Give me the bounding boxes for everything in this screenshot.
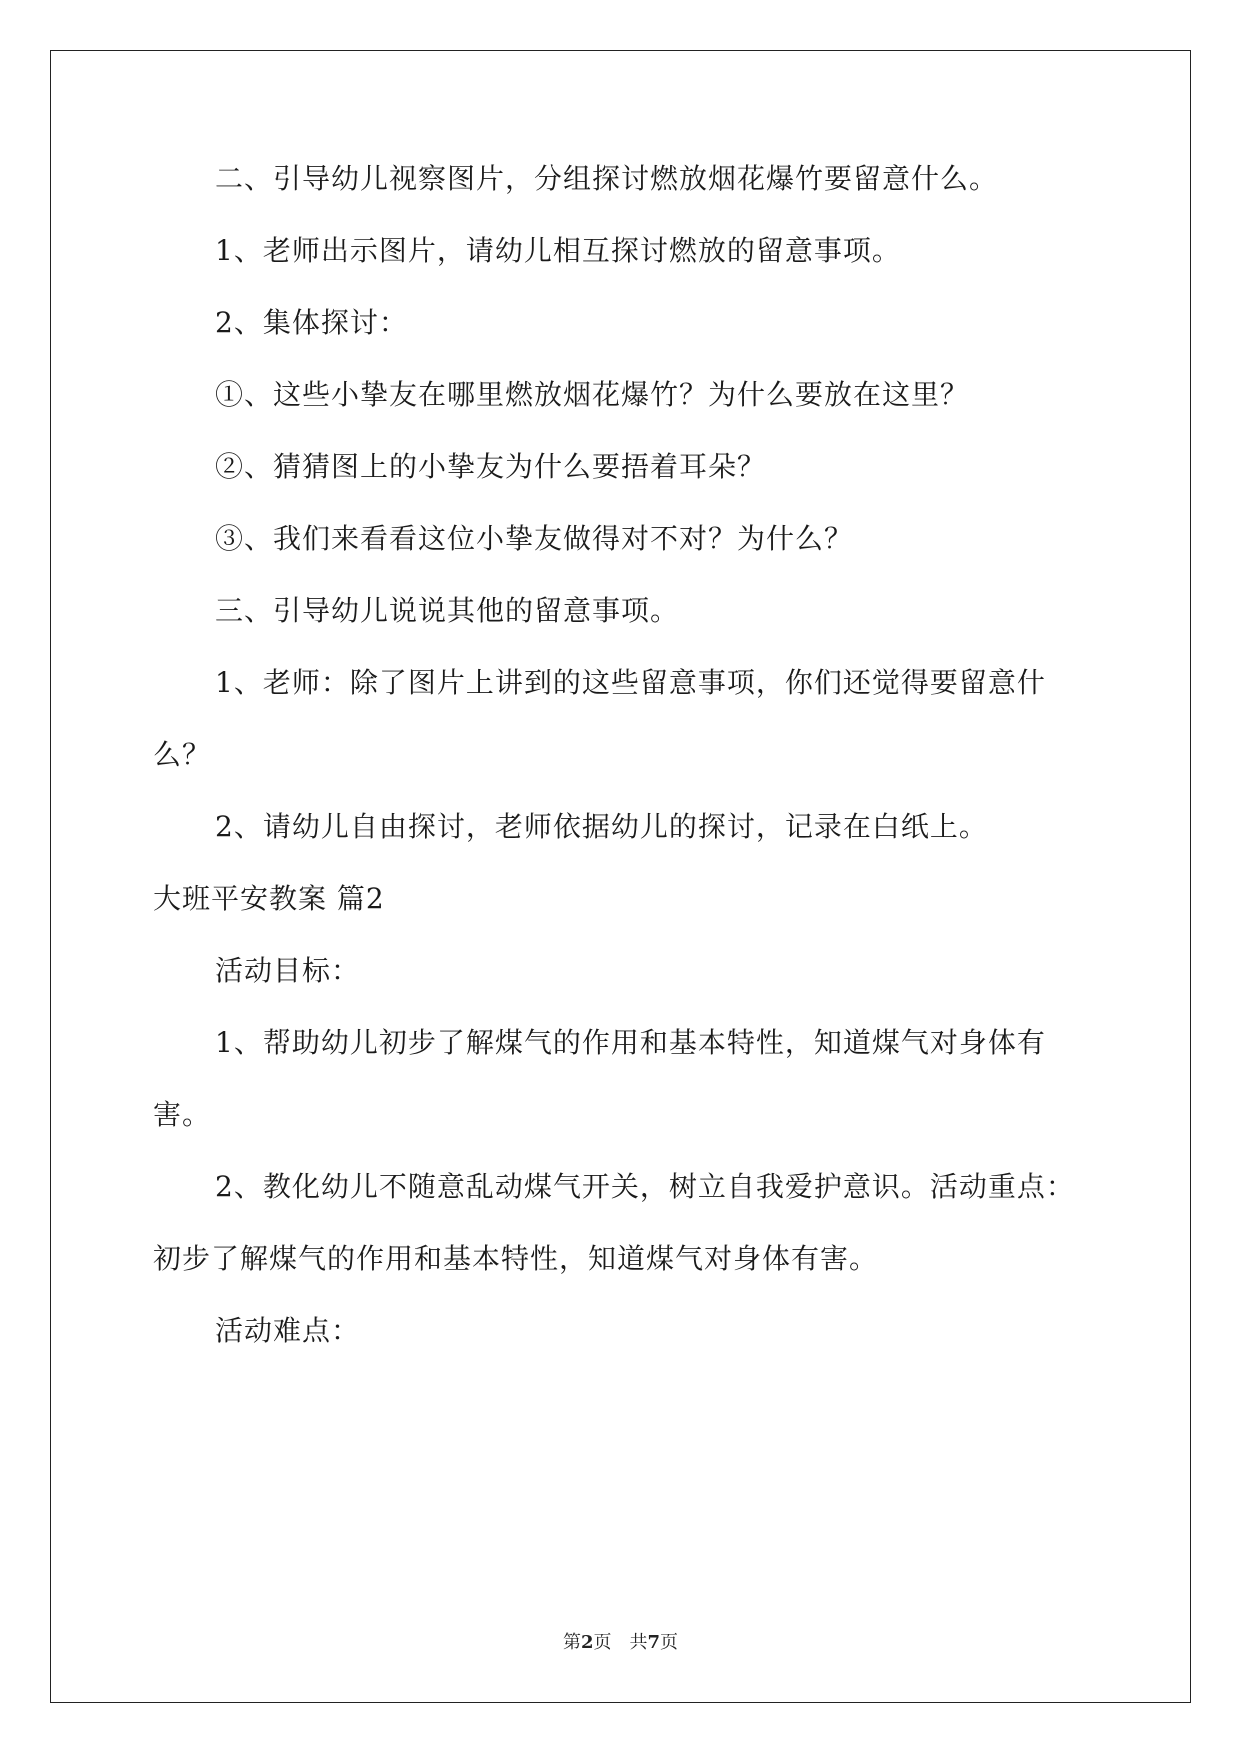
- paragraph-line: ②、猜猜图上的小挚友为什么要捂着耳朵？: [215, 450, 767, 483]
- paragraph-line: 1、帮助幼儿初步了解煤气的作用和基本特性，知道煤气对身体有: [215, 1026, 1046, 1059]
- page-current: 2: [580, 1632, 594, 1653]
- page-suffix: 页: [593, 1632, 612, 1653]
- paragraph-line: 二、引导幼儿视察图片，分组探讨燃放烟花爆竹要留意什么。: [215, 162, 999, 195]
- paragraph-line: 2、集体探讨：: [215, 306, 408, 339]
- paragraph-line: 1、老师：除了图片上讲到的这些留意事项，你们还觉得要留意什: [215, 666, 1046, 699]
- page-prefix: 第: [562, 1632, 581, 1653]
- page-total: 7: [647, 1632, 661, 1653]
- section-heading: 大班平安教案 篇2: [153, 882, 385, 915]
- paragraph-line: 害。: [153, 1098, 212, 1131]
- page-border: [50, 50, 1191, 1703]
- paragraph-line: 1、老师出示图片，请幼儿相互探讨燃放的留意事项。: [215, 234, 901, 267]
- paragraph-line: 2、请幼儿自由探讨，老师依据幼儿的探讨，记录在白纸上。: [215, 810, 988, 843]
- paragraph-line: 活动目标：: [215, 954, 361, 987]
- paragraph-line: ①、这些小挚友在哪里燃放烟花爆竹？为什么要放在这里？: [215, 378, 970, 411]
- paragraph-line: 2、教化幼儿不随意乱动煤气开关，树立自我爱护意识。活动重点：: [215, 1170, 1075, 1203]
- paragraph-line: ③、我们来看看这位小挚友做得对不对？为什么？: [215, 522, 854, 555]
- total-prefix: 共: [629, 1632, 648, 1653]
- paragraph-line: 初步了解煤气的作用和基本特性，知道煤气对身体有害。: [153, 1242, 879, 1275]
- paragraph-line: 三、引导幼儿说说其他的留意事项。: [215, 594, 680, 627]
- page-footer: [0, 1628, 1241, 1654]
- paragraph-line: 么？: [153, 738, 212, 771]
- total-suffix: 页: [660, 1632, 679, 1653]
- paragraph-line: 活动难点：: [215, 1314, 361, 1347]
